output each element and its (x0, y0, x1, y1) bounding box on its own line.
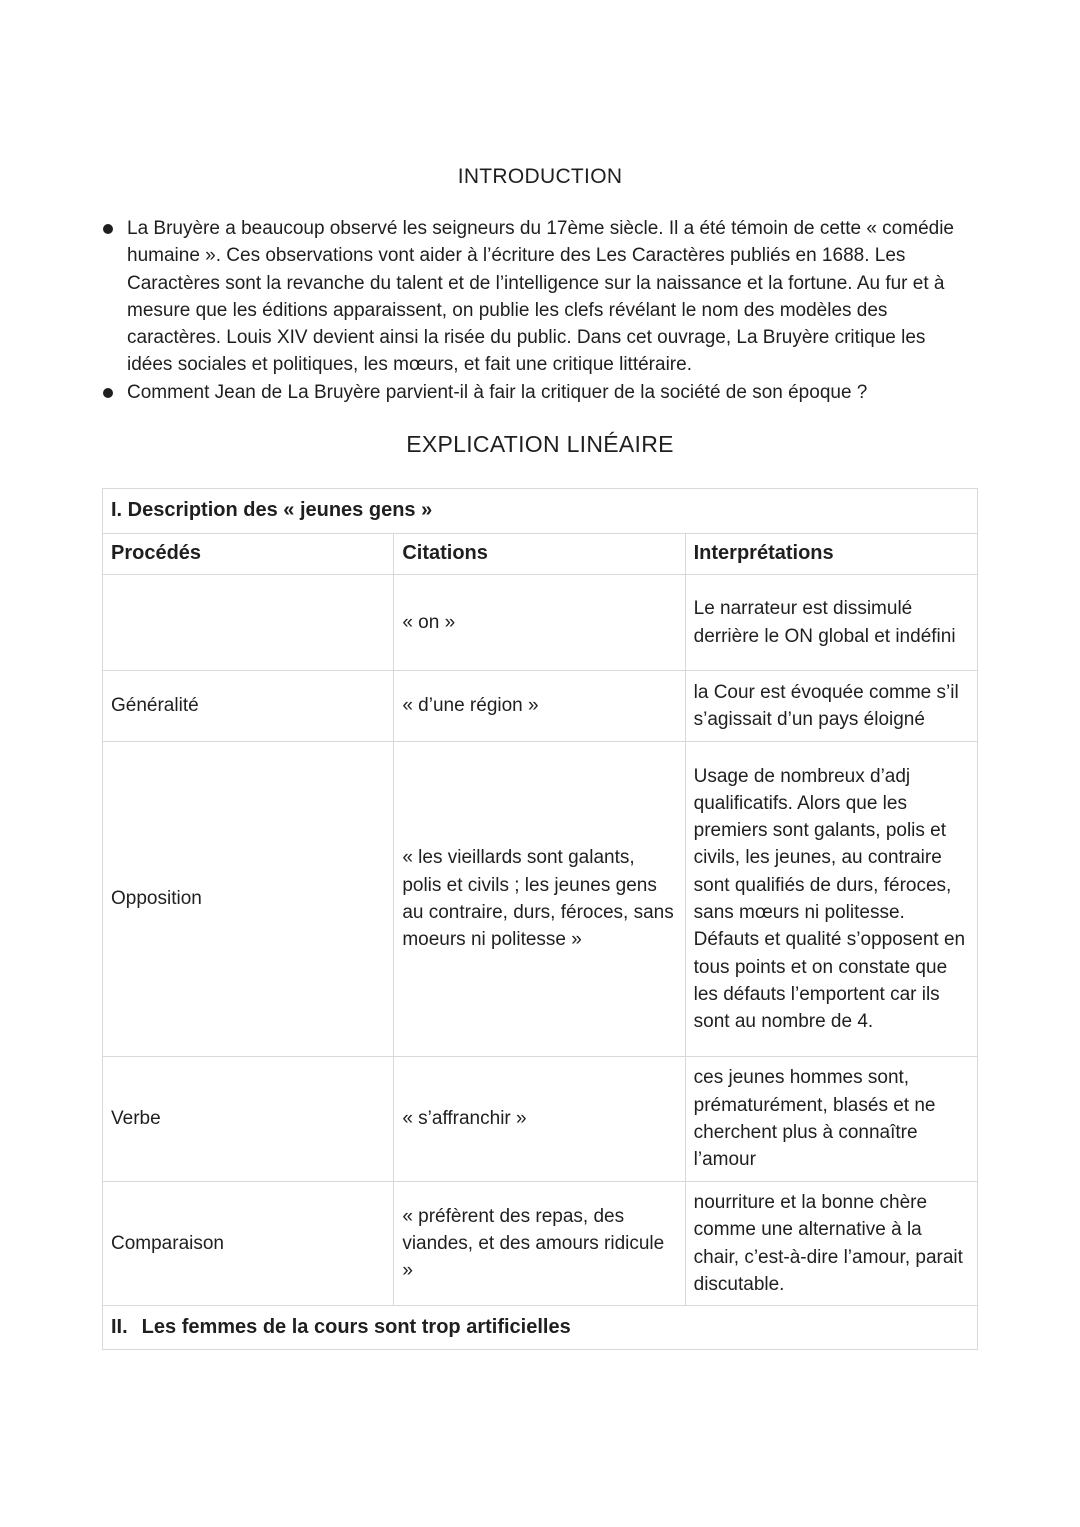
header-citations: Citations (394, 534, 685, 575)
introduction-bullet-text: La Bruyère a beaucoup observé les seigneurs du 17ème siècle. Il a été témoin de cette « comédie humaine ». Ces observations vont aider à l’écriture des Les Caractères publiés en 1688. Les Caractères sont la revanche du talent et de l’intelligence sur la naissance et la fortune. Au fur et à mesure que les éditions apparaissent, on publie les clefs révélant le nom des modèles des caractères. Louis XIV devient ainsi la risée du public. Dans cet ouvrage, La Bruyère critique les idées sociales et politiques, les mœurs, et fait une critique littéraire. (127, 218, 955, 376)
citation-cell: « on » (394, 575, 685, 671)
header-interpretations: Interprétations (685, 534, 977, 575)
introduction-title: INTRODUCTION (457, 165, 623, 188)
procede-cell: Verbe (103, 1057, 394, 1182)
citation-cell: « d’une région » (394, 671, 685, 742)
interpretation-cell: la Cour est évoquée comme s’il s’agissait d’un pays éloigné (685, 671, 977, 742)
introduction-bullet-text: Comment Jean de La Bruyère parvient-il à fair la critiquer de la société de son époque ? (127, 381, 868, 403)
procede-cell (103, 575, 394, 671)
procede-cell: Comparaison (103, 1182, 394, 1306)
section-two-heading (103, 1306, 978, 1350)
bullet-dot-icon (103, 224, 113, 234)
citation-cell: « s’affranchir » (394, 1057, 685, 1182)
table-row (103, 1182, 978, 1306)
table-row (103, 1057, 978, 1182)
section-two-number: II. (111, 1315, 128, 1338)
section-two-row (103, 1306, 978, 1350)
section-one-title: I. Description des « jeunes gens » (103, 489, 978, 534)
procede-cell: Généralité (103, 671, 394, 742)
table-row (103, 671, 978, 742)
interpretation-cell: ces jeunes hommes sont, prématurément, blasés et ne cherchent plus à connaître l’amour (685, 1057, 977, 1182)
table-header-row (103, 534, 978, 575)
procede-cell: Opposition (103, 742, 394, 1057)
citation-cell: « les vieillards sont galants, polis et civils ; les jeunes gens au contraire, durs, féroces, sans moeurs ni politesse » (394, 742, 685, 1057)
section-two-title: Les femmes de la cours sont trop artificielles (141, 1315, 571, 1338)
explication-title: EXPLICATION LINÉAIRE (406, 431, 674, 457)
introduction-bullet-list (100, 215, 960, 406)
analysis-table (102, 488, 978, 1350)
bullet-dot-icon (103, 388, 113, 398)
section-one-row (103, 489, 978, 534)
interpretation-cell: nourriture et la bonne chère comme une alternative à la chair, c’est-à-dire l’amour, parait discutable. (685, 1182, 977, 1306)
table-row (103, 575, 978, 671)
introduction-bullet (100, 379, 960, 406)
interpretation-cell: Le narrateur est dissimulé derrière le ON global et indéfini (685, 575, 977, 671)
introduction-bullet (100, 215, 960, 379)
header-procedes: Procédés (103, 534, 394, 575)
table-row (103, 742, 978, 1057)
citation-cell: « préfèrent des repas, des viandes, et des amours ridicule » (394, 1182, 685, 1306)
interpretation-cell: Usage de nombreux d’adj qualificatifs. Alors que les premiers sont galants, polis et civils, les jeunes, au contraire sont qualifiés de durs, féroces, sans mœurs ni politesse. Défauts et qualité s’opposent en tous points et on constate que les défauts l’emportent car ils sont au nombre de 4. (685, 742, 977, 1057)
